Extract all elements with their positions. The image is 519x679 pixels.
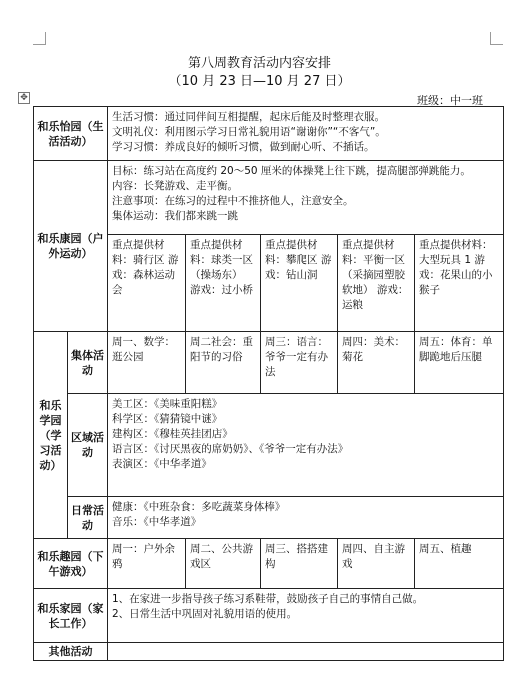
material-cell: 重点提供材料：平衡一区（采摘园塑胶软地） 游戏：运粮 <box>338 235 415 332</box>
group-day-cell: 周四：美术：菊花 <box>338 332 415 394</box>
area-activity-label: 区域活动 <box>68 394 108 497</box>
material-cell: 重点提供材料：骑行区 游戏：森林运动会 <box>108 235 186 332</box>
learning-label: 和乐学园（学习活动） <box>34 332 68 539</box>
group-activity-label: 集体活动 <box>68 332 108 394</box>
life-label: 和乐怡园（生活活动） <box>34 107 108 161</box>
daily-line: 健康：《中班杂食：多吃蔬菜身体棒》 <box>112 501 286 513</box>
outdoor-label: 和乐康园（户外运动） <box>34 161 108 332</box>
page-corner-mark-top-right <box>490 32 503 45</box>
afternoon-day-cell: 周一：户外余鸦 <box>108 539 186 589</box>
area-line: 语言区：《讨厌黑夜的席奶奶》、《爷爷一定有办法》 <box>112 443 349 455</box>
afternoon-day-cell: 周五、植趣 <box>415 539 504 589</box>
date-range: （10 月 23 日—10 月 27 日） <box>168 74 351 89</box>
group-day-cell: 周二社会：重阳节的习俗 <box>186 332 261 394</box>
life-line: 生活习惯：通过同伴间互相提醒，起床后能及时整理衣服。 <box>112 111 385 123</box>
daily-line: 音乐：《中华孝道》 <box>112 516 202 528</box>
afternoon-label: 和乐趣园（下午游戏） <box>34 539 108 589</box>
other-content <box>108 643 504 661</box>
outdoor-line: 注意事项：在练习的过程中不推挤他人，注意安全。 <box>112 195 354 207</box>
outdoor-line: 内容：长凳游戏、走平衡。 <box>112 180 238 192</box>
schedule-table <box>33 106 504 661</box>
outdoor-line: 集体运动：我们都来跳一跳 <box>112 210 238 222</box>
life-line: 学习习惯：养成良好的倾听习惯，做到耐心听、不插话。 <box>112 141 375 153</box>
area-line: 科学区：《猜猜镜中谜》 <box>112 413 223 425</box>
family-line: 2、日常生活中巩固对礼貌用语的使用。 <box>112 608 298 620</box>
outdoor-line: 目标：练习站在高度约 20～50 厘米的体操凳上往下跳，提高腿部弹跳能力。 <box>112 165 471 177</box>
family-line: 1、在家进一步指导孩子练习系鞋带，鼓励孩子自己的事情自己做。 <box>112 593 424 605</box>
page-title: 第八周教育活动内容安排 <box>187 56 331 71</box>
area-line: 美工区：《美味重阳糕》 <box>112 398 223 410</box>
daily-content <box>108 497 504 539</box>
page-corner-mark-top-left <box>33 32 46 45</box>
area-line: 建构区：《穆桂英挂团店》 <box>112 428 233 440</box>
area-line: 表演区：《中华孝道》 <box>112 458 212 470</box>
class-label: 班级：中一班 <box>417 94 483 107</box>
table-move-handle-icon[interactable]: ✥ <box>18 92 30 104</box>
material-cell: 重点提供材料：攀爬区 游戏：钻山洞 <box>261 235 338 332</box>
group-day-cell: 周三：语言：爷爷一定有办法 <box>261 332 338 394</box>
afternoon-day-cell: 周四、自主游戏 <box>338 539 415 589</box>
afternoon-day-cell: 周二、公共游戏区 <box>186 539 261 589</box>
life-content <box>108 107 504 161</box>
group-day-cell: 周五：体育：单脚跪地后压腿 <box>415 332 504 394</box>
group-day-cell: 周一、数学：逛公园 <box>108 332 186 394</box>
other-label: 其他活动 <box>34 643 108 661</box>
afternoon-day-cell: 周三、搭搭建构 <box>261 539 338 589</box>
family-content <box>108 589 504 643</box>
life-line: 文明礼仪：利用图示学习日常礼貌用语“谢谢你”“不客气”。 <box>112 126 386 138</box>
family-label: 和乐家园（家长工作） <box>34 589 108 643</box>
area-content <box>108 394 504 497</box>
material-cell: 重点提供材料：球类一区（操场东） 游戏：过小桥 <box>186 235 261 332</box>
material-cell: 重点提供材料：大型玩具 1 游戏：花果山的小猴子 <box>415 235 504 332</box>
daily-activity-label: 日常活动 <box>68 497 108 539</box>
outdoor-content <box>108 161 504 235</box>
